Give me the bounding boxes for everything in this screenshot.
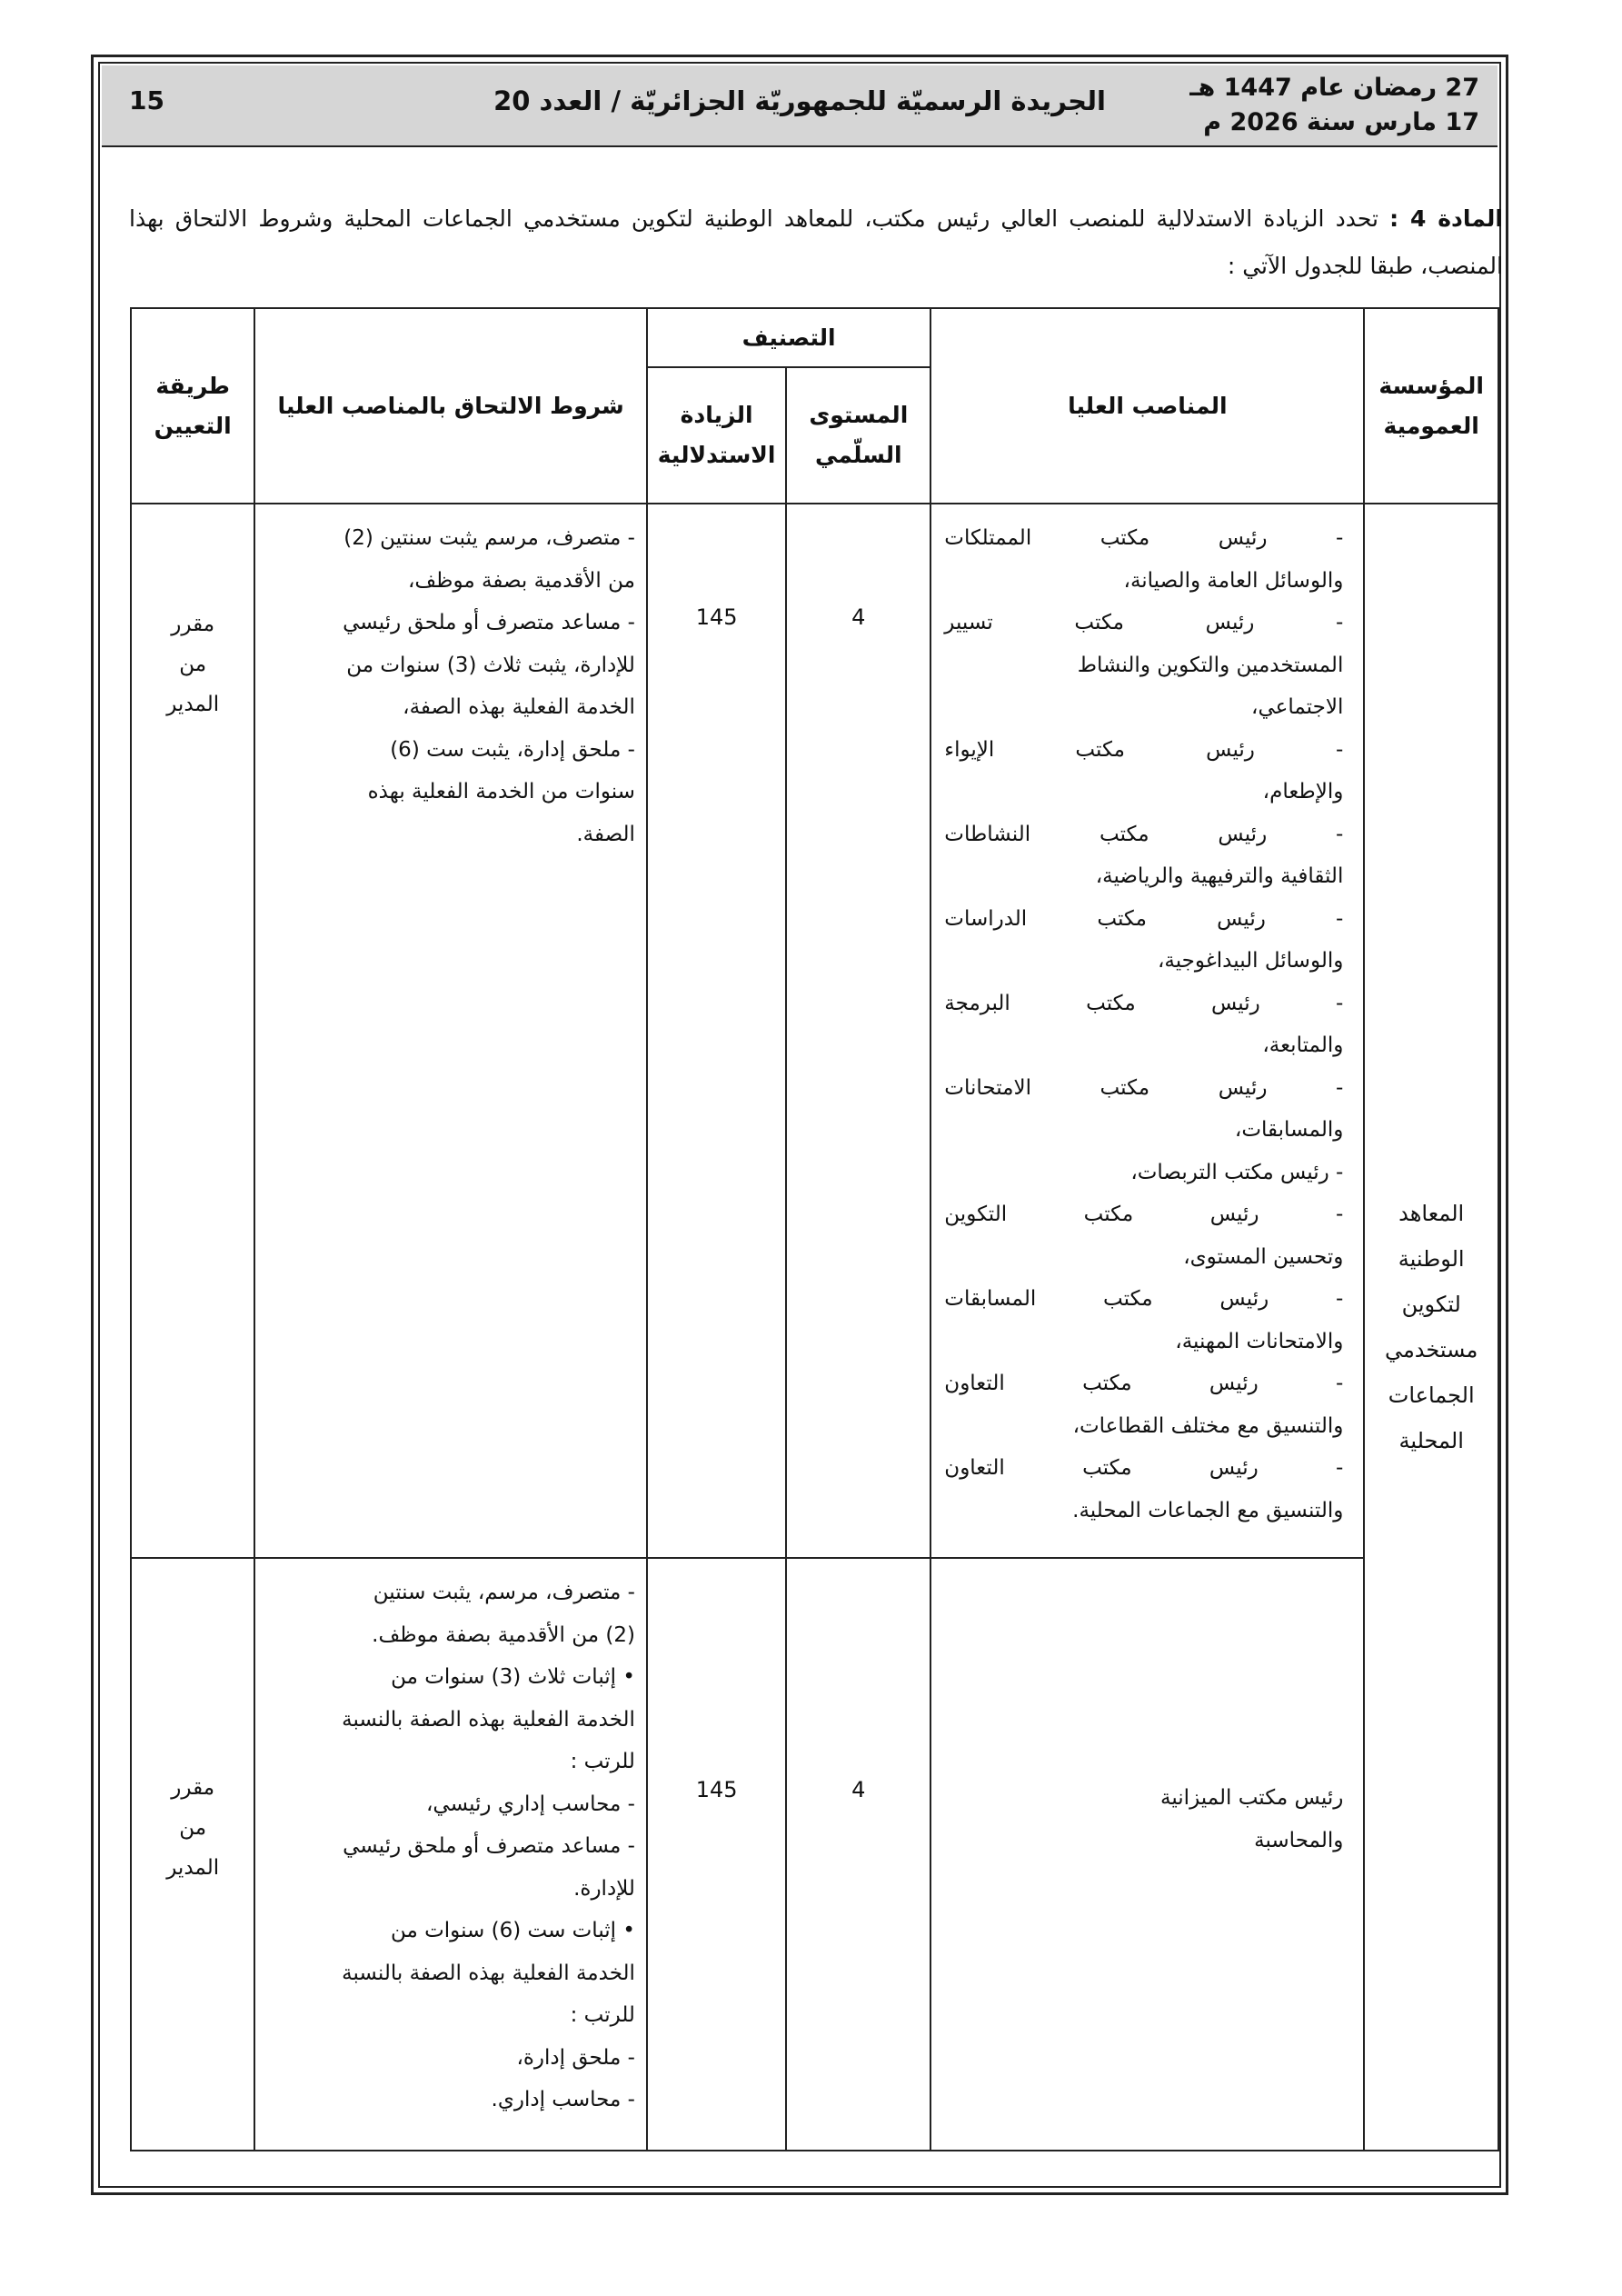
position-line: - رئيس مكتب المسابقات bbox=[944, 1287, 1344, 1311]
conditions-cell bbox=[254, 504, 647, 1558]
condition-line: الخدمة الفعلية بهذه الصفة بالنسبة bbox=[342, 1961, 635, 1985]
condition-line: للإدارة، يثبت ثلاث (3) سنوات من bbox=[346, 653, 635, 677]
positions-cell bbox=[930, 1558, 1364, 2151]
position-line: - رئيس مكتب الامتحانات bbox=[944, 1075, 1344, 1100]
position-line: والمتابعة، bbox=[1262, 1033, 1344, 1057]
condition-line: للإدارة. bbox=[573, 1876, 635, 1901]
position-line: - رئيس مكتب التربصات، bbox=[1130, 1160, 1344, 1184]
level-cell: 4 bbox=[786, 1558, 930, 2151]
condition-line: (2) من الأقدمية بصفة موظف. bbox=[372, 1622, 635, 1647]
article-label: المادة 4 : bbox=[1389, 205, 1503, 232]
position-line: والتنسيق مع الجماعات المحلية. bbox=[1072, 1498, 1344, 1522]
article-text: تحدد الزيادة الاستدلالية للمنصب العالي رئيس مكتب، للمعاهد الوطنية لتكوين مستخدمي الجماعات المحلية وشروط الالتحاق بهذا المنصب، طبقا للجدول الآتي : bbox=[129, 205, 1503, 279]
header-level: المستوى السلّمي bbox=[786, 367, 930, 504]
position-line: الثقافية والترفيهية والرياضية، bbox=[1095, 864, 1344, 888]
position-line: والإطعام، bbox=[1262, 780, 1344, 804]
table-row bbox=[131, 504, 1498, 1558]
position-line: - رئيس مكتب الممتلكات bbox=[944, 526, 1344, 550]
increase-cell: 145 bbox=[647, 504, 786, 1558]
method-line: المدير bbox=[166, 1856, 220, 1880]
condition-line: • إثبات ست (6) سنوات من bbox=[391, 1919, 635, 1942]
position-line: والمسابقات، bbox=[1234, 1118, 1344, 1142]
gazette-header bbox=[102, 65, 1498, 147]
condition-line: من الأقدمية بصفة موظف، bbox=[407, 568, 635, 593]
date-hijri: 27 رمضان عام 1447 هـ bbox=[1189, 74, 1479, 102]
conditions-cell bbox=[254, 1558, 647, 2151]
method-cell bbox=[131, 504, 254, 1558]
header-conditions: شروط الالتحاق بالمناصب العليا bbox=[254, 308, 647, 504]
condition-line: الخدمة الفعلية بهذه الصفة، bbox=[403, 695, 635, 719]
header-positions: المناصب العليا bbox=[930, 308, 1364, 504]
positions-cell bbox=[930, 504, 1364, 1558]
position-line: والامتحانات المهنية، bbox=[1175, 1329, 1344, 1353]
header-institution: المؤسسة العمومية bbox=[1364, 308, 1498, 504]
header-increase: الزيادة الاستدلالية bbox=[647, 367, 786, 504]
condition-line: • إثبات ثلاث (3) سنوات من bbox=[391, 1665, 635, 1689]
method-line: مقرر bbox=[171, 1776, 215, 1800]
article-paragraph bbox=[129, 195, 1503, 290]
page-number: 15 bbox=[129, 85, 164, 115]
condition-line: - ملحق إدارة، bbox=[516, 2045, 635, 2070]
method-line: من bbox=[179, 653, 207, 676]
positions-table bbox=[130, 307, 1499, 2151]
condition-line: - متصرف، مرسم، يثبت سنتين bbox=[373, 1581, 635, 1604]
condition-line: الخدمة الفعلية بهذه الصفة بالنسبة bbox=[342, 1707, 635, 1732]
position-line: والوسائل البيداغوجية، bbox=[1157, 949, 1344, 973]
position-line: رئيس مكتب الميزانية bbox=[1160, 1786, 1344, 1810]
condition-line: للرتب : bbox=[570, 1750, 635, 1773]
method-line: من bbox=[179, 1816, 207, 1840]
condition-line: - محاسب إداري رئيسي، bbox=[425, 1792, 635, 1816]
condition-line: - مساعد متصرف أو ملحق رئيسي bbox=[343, 611, 635, 634]
header-classification: التصنيف bbox=[647, 308, 930, 367]
table-row bbox=[131, 1558, 1498, 2151]
position-line: - رئيس مكتب تسيير bbox=[944, 611, 1344, 634]
header-method: طريقة التعيين bbox=[131, 308, 254, 504]
gazette-title: الجريدة الرسميّة للجمهوريّة الجزائريّة / العدد 20 bbox=[493, 85, 1106, 116]
condition-line: سنوات من الخدمة الفعلية بهذه bbox=[367, 780, 635, 804]
level-cell: 4 bbox=[786, 504, 930, 1558]
position-line: - رئيس مكتب التكوين bbox=[944, 1203, 1344, 1226]
position-line: المستخدمين والتكوين والنشاط bbox=[1077, 653, 1344, 677]
condition-line: - مساعد متصرف أو ملحق رئيسي bbox=[343, 1834, 635, 1858]
position-line: - رئيس مكتب النشاطات bbox=[944, 822, 1344, 846]
position-line: - رئيس مكتب الإيواء bbox=[944, 737, 1344, 762]
position-line: والتنسيق مع مختلف القطاعات، bbox=[1072, 1413, 1344, 1438]
position-line: - رئيس مكتب البرمجة bbox=[944, 991, 1344, 1015]
position-line: - رئيس مكتب التعاون bbox=[944, 1456, 1344, 1480]
increase-cell: 145 bbox=[647, 1558, 786, 2151]
method-cell bbox=[131, 1558, 254, 2151]
condition-line: - ملحق إدارة، يثبت ست (6) bbox=[390, 737, 635, 762]
institution-cell: المعاهد الوطنية لتكوين مستخدمي الجماعات المحلية bbox=[1364, 504, 1498, 2151]
position-line: والمحاسبة bbox=[1254, 1828, 1344, 1852]
condition-line: للرتب : bbox=[570, 2003, 635, 2027]
position-line: وتحسين المستوى، bbox=[1183, 1244, 1344, 1269]
condition-line: - محاسب إداري. bbox=[491, 2088, 635, 2111]
date-gregorian: 17 مارس سنة 2026 م bbox=[1203, 108, 1479, 136]
position-line: - رئيس مكتب التعاون bbox=[944, 1372, 1344, 1395]
position-line: الاجتماعي، bbox=[1251, 695, 1344, 719]
method-line: مقرر bbox=[171, 613, 215, 636]
position-line: - رئيس مكتب الدراسات bbox=[944, 906, 1344, 931]
condition-line: الصفة. bbox=[576, 822, 635, 846]
position-line: والوسائل العامة والصيانة، bbox=[1123, 568, 1344, 593]
method-line: المدير bbox=[166, 693, 220, 716]
condition-line: - متصرف، مرسم يثبت سنتين (2) bbox=[343, 526, 635, 550]
